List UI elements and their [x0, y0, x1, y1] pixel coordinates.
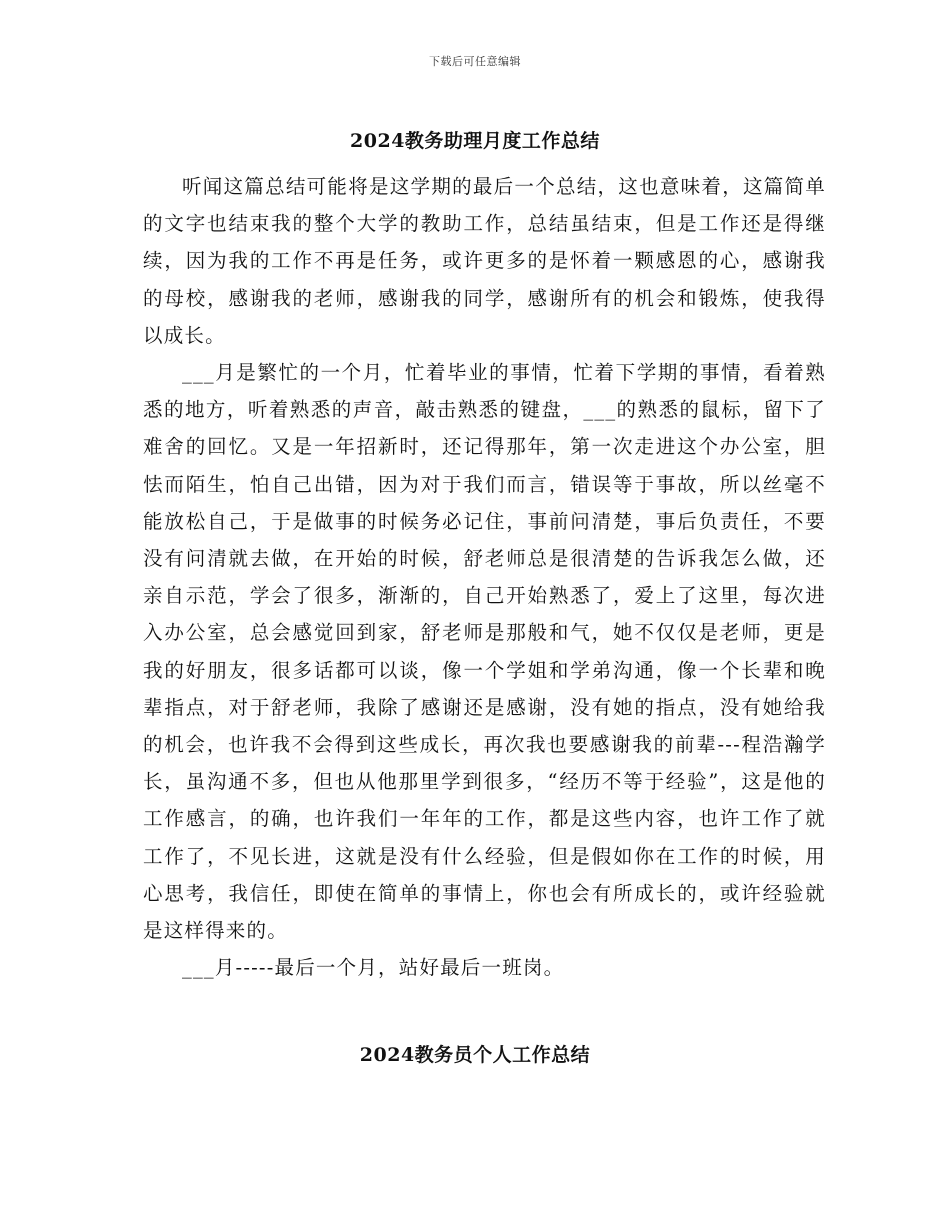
next-section-title: 2024教务员个人工作总结	[359, 1044, 591, 1066]
document-title: 2024教务助理月度工作总结	[350, 130, 600, 152]
paragraph-2: ___月是繁忙的一个月，忙着毕业的事情，忙着下学期的事情，看着熟悉的地方，听着熟悉的声音，敲击熟悉的键盘，___的熟悉的鼠标，留下了难舍的回忆。又是一年招新时，还记得那年，第一次走进这个办公室，胆怯而陌生，怕自己出错，因为对于我们而言，错误等于事故，所以丝毫不能放松自己，于是做事的时候务必记住，事前问清楚，事后负责任，不要没有问清就去做，在开始的时候，舒老师总是很清楚的告诉我怎么做，还亲自示范，学会了很多，渐渐的，自己开始熟悉了，爱上了这里，每次进入办公室，总会感觉回到家，舒老师是那般和气，她不仅仅是老师，更是我的好朋友，很多话都可以谈，像一个学姐和学弟沟通，像一个长辈和晚辈指点，对于舒老师，我除了感谢还是感谢，没有她的指点，没有她给我的机会，也许我不会得到这些成长，再次我也要感谢我的前辈---程浩瀚学长，虽沟通不多，但也从他那里学到很多，“经历不等于经验”，这是他的工作感言，的确，也许我们一年年的工作，都是这些内容，也许工作了就工作了，不见长进，这就是没有什么经验，但是假如你在工作的时候，用心思考，我信任，即使在简单的事情上，你也会有所成长的，或许经验就是这样得来的。	[143, 361, 826, 943]
paragraph-3: ___月-----最后一个月，站好最后一班岗。	[182, 956, 565, 980]
document-body	[143, 168, 826, 986]
paragraph-1: 听闻这篇总结可能将是这学期的最后一个总结，这也意味着，这篇简单的文字也结束我的整个大学的教助工作，总结虽结束，但是工作还是得继续，因为我的工作不再是任务，或许更多的是怀着一颗感恩的心，感谢我的母校，感谢我的老师，感谢我的同学，感谢所有的机会和锻炼，使我得以成长。	[143, 175, 826, 347]
header-note: 下载后可任意编辑	[429, 55, 521, 68]
